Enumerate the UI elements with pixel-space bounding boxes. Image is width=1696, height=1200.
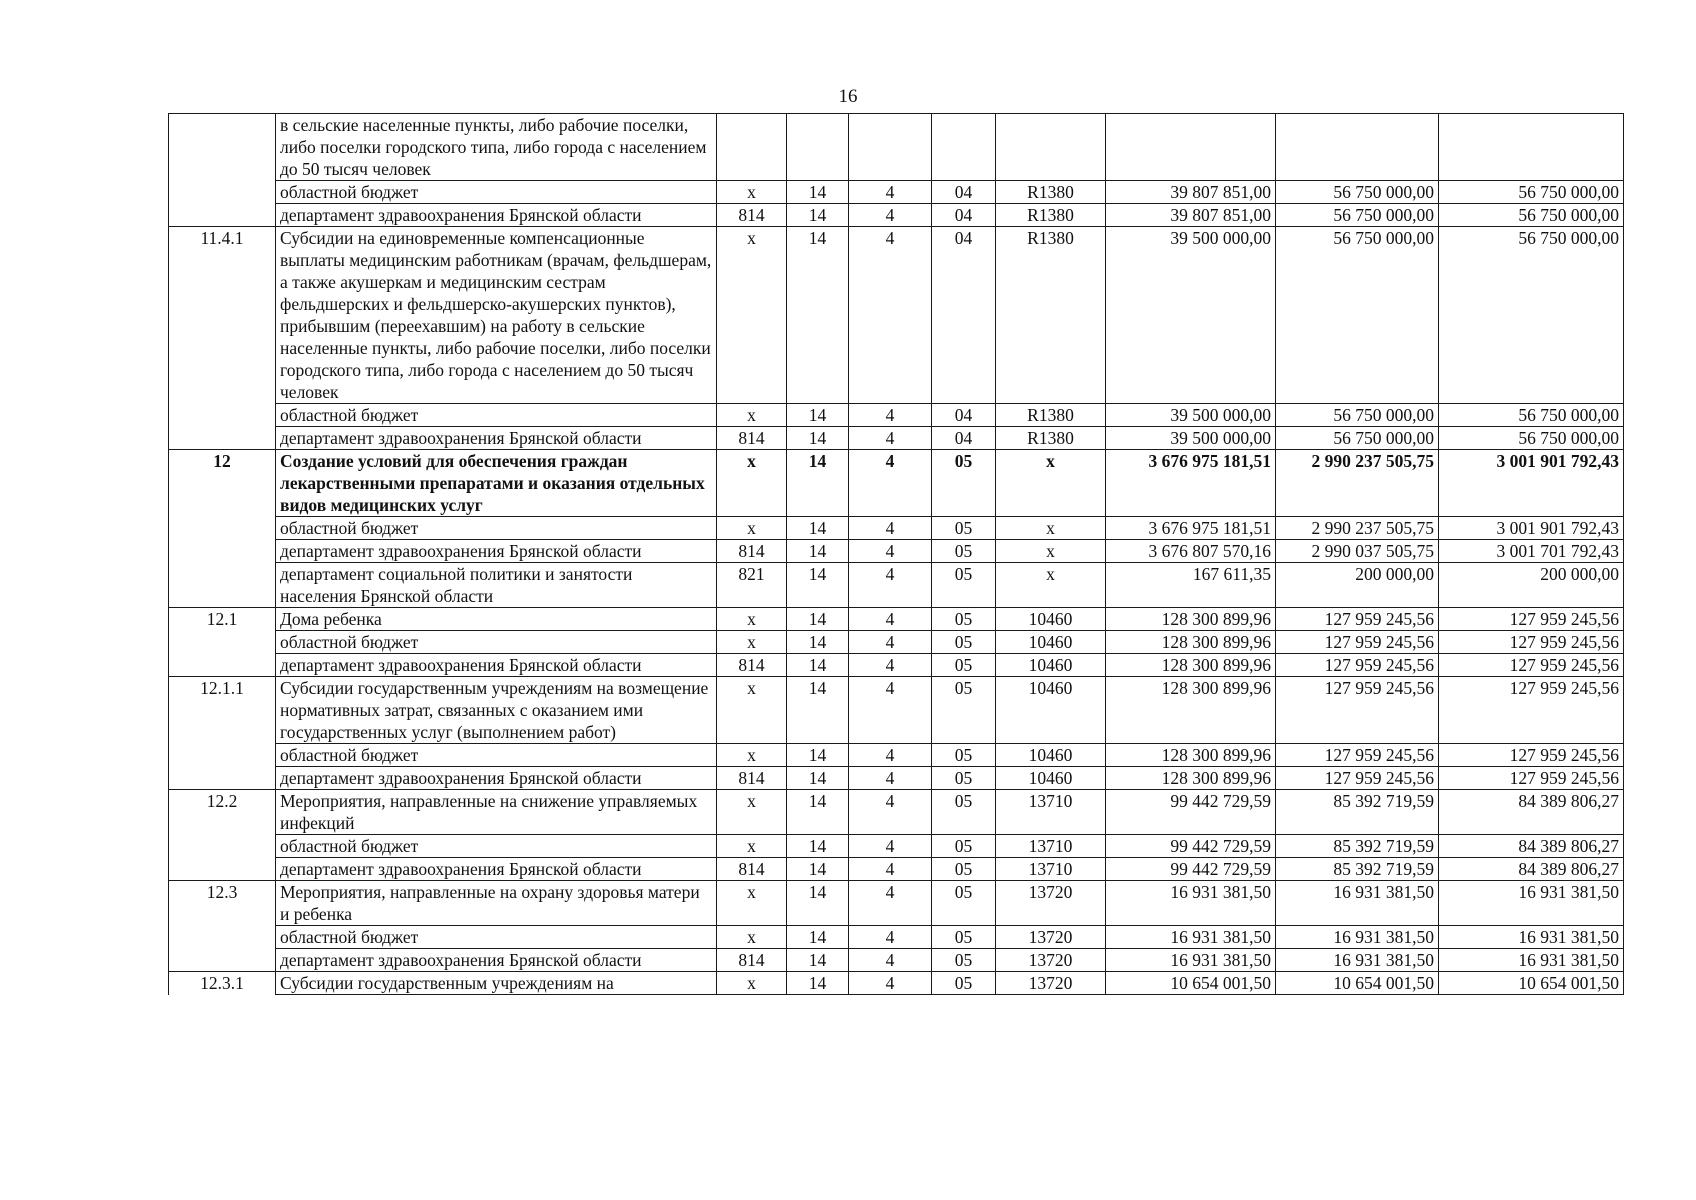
code-direction-cell: R1380	[996, 204, 1106, 227]
amount-year2-cell: 85 392 719,59	[1276, 790, 1439, 835]
table-row	[169, 450, 1624, 517]
amount-year3-cell: 84 389 806,27	[1439, 835, 1624, 858]
code-admin-cell: х	[717, 926, 787, 949]
code-program-cell: 14	[787, 563, 849, 608]
code-program-cell: 14	[787, 858, 849, 881]
amount-year1-cell: 99 442 729,59	[1106, 858, 1276, 881]
code-subprogram-cell: 4	[849, 540, 932, 563]
code-direction-cell: 10460	[996, 654, 1106, 677]
table-row	[169, 517, 1624, 540]
row-number-cell: 12	[169, 450, 276, 517]
code-subprogram-cell: 4	[849, 608, 932, 631]
amount-year2-cell: 10 654 001,50	[1276, 972, 1439, 995]
amount-year1-cell: 16 931 381,50	[1106, 949, 1276, 972]
code-subprogram-cell: 4	[849, 404, 932, 427]
code-subprogram-cell: 4	[849, 881, 932, 926]
table-row	[169, 404, 1624, 427]
code-admin-cell: 814	[717, 767, 787, 790]
code-program-cell: 14	[787, 744, 849, 767]
row-number-cell	[169, 540, 276, 563]
amount-year1-cell: 128 300 899,96	[1106, 744, 1276, 767]
row-name-cell: департамент здравоохранения Брянской области	[276, 654, 717, 677]
code-subprogram-cell	[849, 114, 932, 181]
row-name-cell: Субсидии государственным учреждениям на	[276, 972, 717, 995]
code-admin-cell: х	[717, 517, 787, 540]
row-number-cell	[169, 835, 276, 858]
code-program-cell: 14	[787, 881, 849, 926]
table-row	[169, 926, 1624, 949]
code-admin-cell: 814	[717, 540, 787, 563]
code-direction-cell: R1380	[996, 404, 1106, 427]
code-admin-cell: х	[717, 677, 787, 744]
amount-year2-cell: 127 959 245,56	[1276, 677, 1439, 744]
row-name-cell: департамент здравоохранения Брянской области	[276, 204, 717, 227]
row-name-cell: Мероприятия, направленные на охрану здоровья матери и ребенка	[276, 881, 717, 926]
row-name-cell: областной бюджет	[276, 835, 717, 858]
amount-year3-cell: 56 750 000,00	[1439, 181, 1624, 204]
code-admin-cell: х	[717, 744, 787, 767]
row-name-cell: департамент здравоохранения Брянской области	[276, 427, 717, 450]
code-program-cell: 14	[787, 427, 849, 450]
amount-year3-cell: 56 750 000,00	[1439, 404, 1624, 427]
table-row	[169, 835, 1624, 858]
code-event-cell: 04	[932, 181, 996, 204]
row-number-cell	[169, 427, 276, 450]
row-name-cell: областной бюджет	[276, 631, 717, 654]
amount-year3-cell: 56 750 000,00	[1439, 227, 1624, 404]
code-admin-cell: х	[717, 790, 787, 835]
amount-year2-cell: 16 931 381,50	[1276, 926, 1439, 949]
row-name-cell: областной бюджет	[276, 404, 717, 427]
code-direction-cell: 10460	[996, 744, 1106, 767]
row-number-cell	[169, 744, 276, 767]
code-subprogram-cell: 4	[849, 972, 932, 995]
row-name-cell: областной бюджет	[276, 744, 717, 767]
row-name-cell: Дома ребенка	[276, 608, 717, 631]
code-program-cell: 14	[787, 540, 849, 563]
code-program-cell: 14	[787, 835, 849, 858]
amount-year2-cell: 2 990 237 505,75	[1276, 450, 1439, 517]
amount-year2-cell: 127 959 245,56	[1276, 631, 1439, 654]
code-admin-cell: х	[717, 835, 787, 858]
code-direction-cell: 13710	[996, 790, 1106, 835]
code-subprogram-cell: 4	[849, 835, 932, 858]
table-row	[169, 949, 1624, 972]
code-admin-cell: х	[717, 608, 787, 631]
code-program-cell: 14	[787, 677, 849, 744]
code-event-cell: 05	[932, 631, 996, 654]
table-row	[169, 227, 1624, 404]
row-number-cell: 12.3.1	[169, 972, 276, 995]
code-subprogram-cell: 4	[849, 677, 932, 744]
code-admin-cell: 814	[717, 949, 787, 972]
row-number-cell	[169, 631, 276, 654]
row-number-cell	[169, 949, 276, 972]
amount-year2-cell: 56 750 000,00	[1276, 404, 1439, 427]
amount-year2-cell: 85 392 719,59	[1276, 858, 1439, 881]
code-subprogram-cell: 4	[849, 563, 932, 608]
row-number-cell	[169, 404, 276, 427]
code-event-cell: 05	[932, 858, 996, 881]
code-event-cell: 05	[932, 949, 996, 972]
amount-year1-cell	[1106, 114, 1276, 181]
row-number-cell: 12.3	[169, 881, 276, 926]
amount-year1-cell: 128 300 899,96	[1106, 654, 1276, 677]
table-row	[169, 631, 1624, 654]
amount-year1-cell: 39 500 000,00	[1106, 404, 1276, 427]
amount-year3-cell: 84 389 806,27	[1439, 790, 1624, 835]
code-program-cell: 14	[787, 949, 849, 972]
code-event-cell: 04	[932, 427, 996, 450]
amount-year3-cell: 16 931 381,50	[1439, 926, 1624, 949]
amount-year2-cell	[1276, 114, 1439, 181]
table-row	[169, 608, 1624, 631]
amount-year3-cell: 3 001 701 792,43	[1439, 540, 1624, 563]
row-number-cell	[169, 858, 276, 881]
row-number-cell: 12.1	[169, 608, 276, 631]
amount-year1-cell: 39 500 000,00	[1106, 227, 1276, 404]
table-row	[169, 204, 1624, 227]
code-event-cell: 05	[932, 790, 996, 835]
amount-year1-cell: 128 300 899,96	[1106, 608, 1276, 631]
code-program-cell: 14	[787, 450, 849, 517]
code-direction-cell: R1380	[996, 427, 1106, 450]
row-number-cell	[169, 517, 276, 540]
amount-year1-cell: 3 676 975 181,51	[1106, 450, 1276, 517]
code-direction-cell: 13720	[996, 881, 1106, 926]
amount-year2-cell: 127 959 245,56	[1276, 654, 1439, 677]
amount-year2-cell: 16 931 381,50	[1276, 881, 1439, 926]
amount-year1-cell: 128 300 899,96	[1106, 767, 1276, 790]
table-row	[169, 114, 1624, 181]
amount-year1-cell: 3 676 975 181,51	[1106, 517, 1276, 540]
amount-year1-cell: 39 807 851,00	[1106, 181, 1276, 204]
amount-year2-cell: 56 750 000,00	[1276, 427, 1439, 450]
amount-year1-cell: 3 676 807 570,16	[1106, 540, 1276, 563]
code-subprogram-cell: 4	[849, 744, 932, 767]
code-admin-cell	[717, 114, 787, 181]
amount-year2-cell: 56 750 000,00	[1276, 227, 1439, 404]
row-number-cell	[169, 654, 276, 677]
code-event-cell: 05	[932, 926, 996, 949]
code-direction-cell: R1380	[996, 181, 1106, 204]
amount-year1-cell: 10 654 001,50	[1106, 972, 1276, 995]
code-direction-cell: 10460	[996, 767, 1106, 790]
row-name-cell: департамент здравоохранения Брянской области	[276, 540, 717, 563]
row-name-cell: областной бюджет	[276, 926, 717, 949]
code-admin-cell: 821	[717, 563, 787, 608]
code-program-cell	[787, 114, 849, 181]
code-program-cell: 14	[787, 181, 849, 204]
amount-year3-cell: 3 001 901 792,43	[1439, 450, 1624, 517]
row-number-cell	[169, 204, 276, 227]
code-subprogram-cell: 4	[849, 181, 932, 204]
row-number-cell	[169, 114, 276, 181]
table-row	[169, 563, 1624, 608]
row-name-cell: Субсидии государственным учреждениям на возмещение нормативных затрат, связанных с оказанием ими государственных услуг (выполнением работ)	[276, 677, 717, 744]
code-admin-cell: х	[717, 631, 787, 654]
code-admin-cell: 814	[717, 858, 787, 881]
code-event-cell: 05	[932, 654, 996, 677]
amount-year2-cell: 200 000,00	[1276, 563, 1439, 608]
row-number-cell	[169, 767, 276, 790]
code-direction-cell: х	[996, 563, 1106, 608]
table-row	[169, 654, 1624, 677]
code-direction-cell: R1380	[996, 227, 1106, 404]
code-subprogram-cell: 4	[849, 517, 932, 540]
row-name-cell: областной бюджет	[276, 517, 717, 540]
code-direction-cell: 10460	[996, 677, 1106, 744]
code-event-cell: 04	[932, 204, 996, 227]
amount-year1-cell: 39 500 000,00	[1106, 427, 1276, 450]
code-admin-cell: х	[717, 227, 787, 404]
row-name-cell: в сельские населенные пункты, либо рабочие поселки, либо поселки городского типа, либо города с населением до 50 тысяч человек	[276, 114, 717, 181]
code-event-cell: 05	[932, 450, 996, 517]
code-admin-cell: х	[717, 881, 787, 926]
table-row	[169, 744, 1624, 767]
amount-year1-cell: 99 442 729,59	[1106, 790, 1276, 835]
row-number-cell: 12.1.1	[169, 677, 276, 744]
code-program-cell: 14	[787, 517, 849, 540]
row-name-cell: Мероприятия, направленные на снижение управляемых инфекций	[276, 790, 717, 835]
amount-year2-cell: 16 931 381,50	[1276, 949, 1439, 972]
amount-year3-cell: 127 959 245,56	[1439, 744, 1624, 767]
code-event-cell: 05	[932, 972, 996, 995]
code-subprogram-cell: 4	[849, 767, 932, 790]
code-event-cell: 05	[932, 881, 996, 926]
row-name-cell: департамент социальной политики и занятости населения Брянской области	[276, 563, 717, 608]
code-direction-cell: 13720	[996, 949, 1106, 972]
row-name-cell: департамент здравоохранения Брянской области	[276, 767, 717, 790]
code-subprogram-cell: 4	[849, 949, 932, 972]
code-direction-cell: 13710	[996, 858, 1106, 881]
amount-year1-cell: 16 931 381,50	[1106, 881, 1276, 926]
code-program-cell: 14	[787, 631, 849, 654]
code-direction-cell: 10460	[996, 608, 1106, 631]
code-event-cell: 05	[932, 608, 996, 631]
code-direction-cell: х	[996, 517, 1106, 540]
amount-year3-cell: 127 959 245,56	[1439, 767, 1624, 790]
table-row	[169, 881, 1624, 926]
row-number-cell	[169, 563, 276, 608]
table-row	[169, 790, 1624, 835]
amount-year1-cell: 167 611,35	[1106, 563, 1276, 608]
code-direction-cell: х	[996, 540, 1106, 563]
table-row	[169, 181, 1624, 204]
table-row	[169, 767, 1624, 790]
code-direction-cell: х	[996, 450, 1106, 517]
code-subprogram-cell: 4	[849, 926, 932, 949]
code-admin-cell: х	[717, 450, 787, 517]
amount-year3-cell: 56 750 000,00	[1439, 427, 1624, 450]
amount-year2-cell: 56 750 000,00	[1276, 181, 1439, 204]
amount-year3-cell: 200 000,00	[1439, 563, 1624, 608]
code-event-cell: 05	[932, 563, 996, 608]
code-event-cell: 04	[932, 404, 996, 427]
amount-year2-cell: 85 392 719,59	[1276, 835, 1439, 858]
code-program-cell: 14	[787, 790, 849, 835]
amount-year3-cell	[1439, 114, 1624, 181]
code-program-cell: 14	[787, 227, 849, 404]
row-name-cell: департамент здравоохранения Брянской области	[276, 858, 717, 881]
code-subprogram-cell: 4	[849, 654, 932, 677]
budget-table	[168, 113, 1624, 995]
code-program-cell: 14	[787, 972, 849, 995]
amount-year3-cell: 56 750 000,00	[1439, 204, 1624, 227]
table-row	[169, 427, 1624, 450]
amount-year1-cell: 128 300 899,96	[1106, 631, 1276, 654]
code-program-cell: 14	[787, 926, 849, 949]
code-event-cell: 05	[932, 540, 996, 563]
code-subprogram-cell: 4	[849, 427, 932, 450]
code-admin-cell: х	[717, 181, 787, 204]
amount-year3-cell: 84 389 806,27	[1439, 858, 1624, 881]
table-row	[169, 540, 1624, 563]
code-event-cell	[932, 114, 996, 181]
code-event-cell: 05	[932, 767, 996, 790]
table-body	[169, 114, 1624, 995]
code-program-cell: 14	[787, 767, 849, 790]
code-subprogram-cell: 4	[849, 227, 932, 404]
amount-year3-cell: 16 931 381,50	[1439, 881, 1624, 926]
code-subprogram-cell: 4	[849, 204, 932, 227]
code-program-cell: 14	[787, 404, 849, 427]
amount-year2-cell: 127 959 245,56	[1276, 767, 1439, 790]
amount-year2-cell: 127 959 245,56	[1276, 744, 1439, 767]
amount-year3-cell: 127 959 245,56	[1439, 608, 1624, 631]
code-event-cell: 05	[932, 835, 996, 858]
row-name-cell: областной бюджет	[276, 181, 717, 204]
amount-year3-cell: 127 959 245,56	[1439, 654, 1624, 677]
amount-year3-cell: 127 959 245,56	[1439, 677, 1624, 744]
code-subprogram-cell: 4	[849, 790, 932, 835]
code-admin-cell: 814	[717, 654, 787, 677]
code-direction-cell	[996, 114, 1106, 181]
code-direction-cell: 13710	[996, 835, 1106, 858]
code-program-cell: 14	[787, 654, 849, 677]
amount-year2-cell: 2 990 237 505,75	[1276, 517, 1439, 540]
code-admin-cell: 814	[717, 427, 787, 450]
row-name-cell: Субсидии на единовременные компенсационные выплаты медицинским работникам (врачам, фельдшерам, а также акушеркам и медицинским сестрам фельдшерских и фельдшерско-акушерских пунктов), прибывшим (переехавшим) на работу в сельские населенные пункты, либо рабочие поселки, либо поселки городского типа, либо города с населением до 50 тысяч человек	[276, 227, 717, 404]
amount-year1-cell: 99 442 729,59	[1106, 835, 1276, 858]
amount-year1-cell: 128 300 899,96	[1106, 677, 1276, 744]
amount-year3-cell: 16 931 381,50	[1439, 949, 1624, 972]
amount-year2-cell: 2 990 037 505,75	[1276, 540, 1439, 563]
amount-year2-cell: 56 750 000,00	[1276, 204, 1439, 227]
amount-year1-cell: 16 931 381,50	[1106, 926, 1276, 949]
amount-year3-cell: 10 654 001,50	[1439, 972, 1624, 995]
code-admin-cell: 814	[717, 204, 787, 227]
code-program-cell: 14	[787, 608, 849, 631]
code-direction-cell: 13720	[996, 972, 1106, 995]
row-number-cell: 11.4.1	[169, 227, 276, 404]
row-number-cell: 12.2	[169, 790, 276, 835]
amount-year3-cell: 127 959 245,56	[1439, 631, 1624, 654]
table-row	[169, 858, 1624, 881]
code-admin-cell: х	[717, 404, 787, 427]
table-row	[169, 677, 1624, 744]
code-event-cell: 05	[932, 517, 996, 540]
code-direction-cell: 10460	[996, 631, 1106, 654]
amount-year3-cell: 3 001 901 792,43	[1439, 517, 1624, 540]
code-event-cell: 04	[932, 227, 996, 404]
row-number-cell	[169, 181, 276, 204]
amount-year2-cell: 127 959 245,56	[1276, 608, 1439, 631]
page-number: 16	[838, 86, 858, 107]
amount-year1-cell: 39 807 851,00	[1106, 204, 1276, 227]
row-name-cell: департамент здравоохранения Брянской области	[276, 949, 717, 972]
table-row	[169, 972, 1624, 995]
code-direction-cell: 13720	[996, 926, 1106, 949]
code-admin-cell: х	[717, 972, 787, 995]
code-program-cell: 14	[787, 204, 849, 227]
row-name-cell: Создание условий для обеспечения граждан лекарственными препаратами и оказания отдельных видов медицинских услуг	[276, 450, 717, 517]
code-subprogram-cell: 4	[849, 631, 932, 654]
code-event-cell: 05	[932, 744, 996, 767]
row-number-cell	[169, 926, 276, 949]
code-subprogram-cell: 4	[849, 858, 932, 881]
code-event-cell: 05	[932, 677, 996, 744]
code-subprogram-cell: 4	[849, 450, 932, 517]
